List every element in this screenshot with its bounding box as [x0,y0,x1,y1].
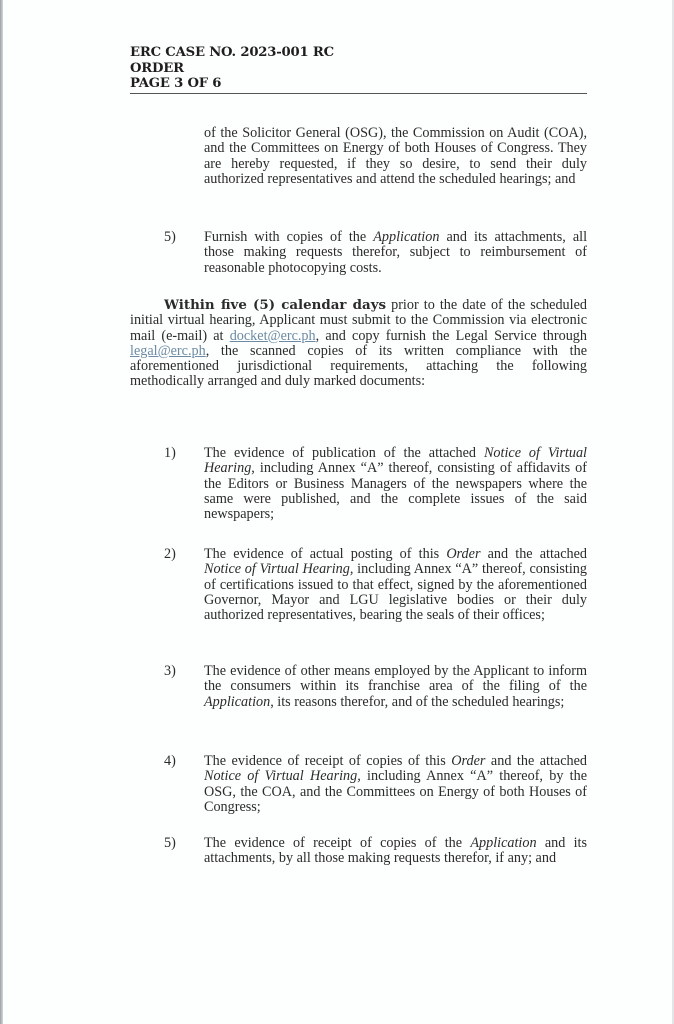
email-link-docket[interactable]: docket@erc.ph [229,327,316,344]
text-run: and its attachments, all those making requests therefor, subject to reimbursement of reasonable photocopying costs. [204,229,588,276]
item-number: 5) [164,835,176,851]
item-text [204,664,587,710]
continuation-paragraph: of the Solicitor General (OSG), the Commission on Audit (COA), and the Committees on Energy of both Houses of Congress. They are hereby requested, if they so desire, to send their duly authorized representatives and attend the scheduled hearings; and [204,125,587,187]
item-text [204,446,587,522]
italic-run: Order [446,546,481,562]
italic-run: Application [373,229,440,245]
italic-run: Application [470,835,537,851]
document-type: ORDER [130,60,184,76]
text-run: The evidence of receipt of copies of the [204,835,471,851]
italic-run: Notice of Virtual Hearing [204,445,588,477]
text-run: The evidence of publication of the attached [204,445,484,461]
italic-run: Order [451,753,486,769]
text-run: including Annex “A” thereof, consisting of certifications issued to that effect, signed by the aforementioned Governor, Mayor and LGU legislative bodies or their duly authorized representatives, bearing the seals of their offices; [204,561,587,624]
scan-border-left [0,0,3,1024]
item-number: 5) [164,229,176,245]
text-run: The evidence of actual posting of this [204,546,447,562]
list-item [164,664,587,710]
item-text [204,836,587,867]
page-header [130,45,587,94]
item-number: 3) [164,663,176,679]
text-run: The evidence of other means employed by the Applicant to inform the consumers within its franchise area of the filing of the [204,663,587,695]
header-rule [130,93,587,94]
page-number: PAGE 3 OF 6 [130,76,222,91]
text-run: and its attachments, by all those making requests therefor, if any; and [204,835,587,867]
list-item [164,230,587,276]
italic-run: Notice of Virtual Hearing, [204,561,354,578]
text-run: , the scanned copies of its written compliance with the aforementioned jurisdictional requirements, attaching the following methodically arranged and duly marked documents: [130,342,587,390]
main-paragraph [130,298,587,390]
item-text [204,230,587,276]
text-run: and the attached [480,546,587,562]
item-text [204,754,587,815]
email-link-legal[interactable]: legal@erc.ph [130,342,206,359]
item-number: 1) [164,445,176,461]
list-item [164,547,587,623]
item-number: 4) [164,753,176,769]
text-run: , including Annex “A” thereof, consisting of affidavits of the Editors or Business Managers of the newspapers where the same were published, and the complete issues of the said newspapers; [204,460,587,523]
case-number: ERC CASE NO. 2023-001 RC [130,45,334,60]
text-run: prior to the date of the scheduled initial virtual hearing, Applicant must submit to the Commission via electronic mail (e-mail) at [130,297,587,344]
text-run: Furnish with copies of the [204,229,374,245]
text-run: The evidence of receipt of copies of this [204,753,452,769]
list-item [164,836,587,867]
text-run: , its reasons therefor, and of the scheduled hearings; [270,693,565,710]
text-run: including Annex “A” thereof, by the OSG, the COA, and the Committees on Energy of both Houses of Congress; [204,768,587,815]
list-item [164,754,587,815]
bold-lead: Within five (5) calendar days [164,297,387,313]
item-text [204,547,587,623]
item-number: 2) [164,546,176,562]
list-item [164,446,587,522]
text-run: , and copy furnish the Legal Service through [315,327,587,344]
italic-run: Application [204,693,271,710]
italic-run: Notice of Virtual Hearing, [204,768,361,785]
text-run: and the attached [485,753,587,769]
